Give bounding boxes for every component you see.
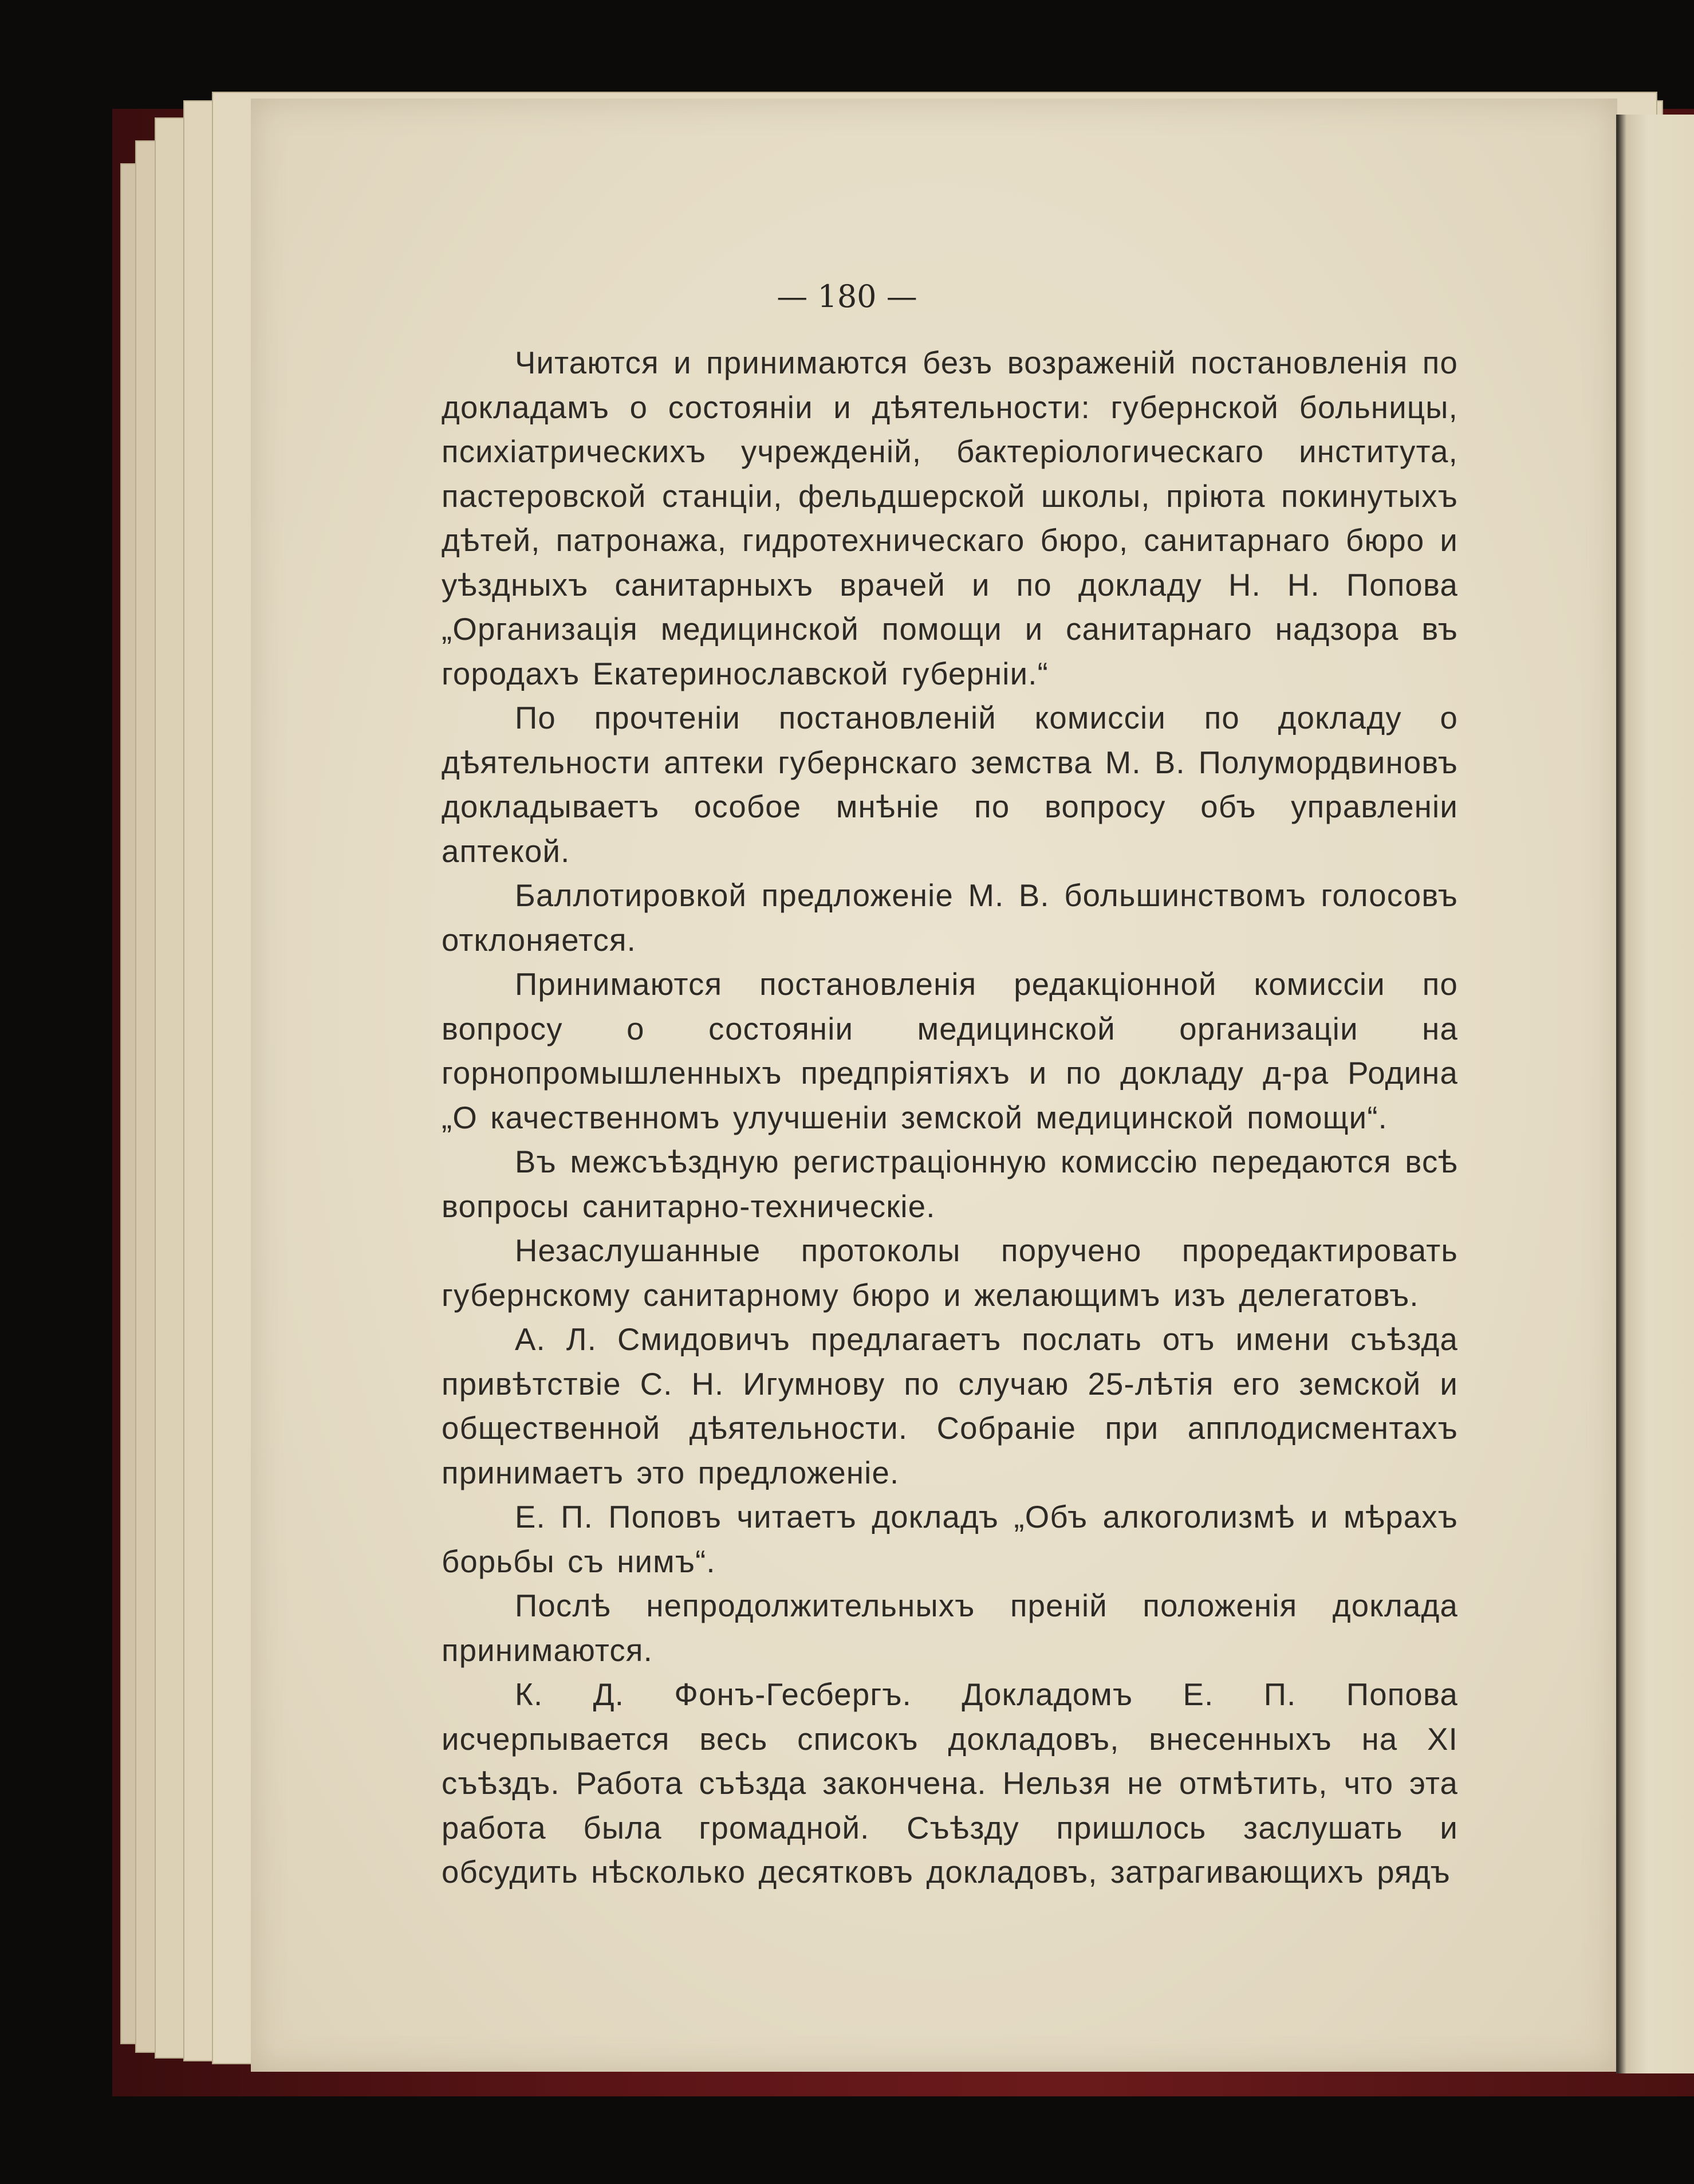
paragraph: Читаются и принимаются безъ возраженій постановленія по докладамъ о состояніи и дѣятельности: губернской больницы, психіатрическихъ учрежденій, бактеріологическаго института, пастеровской станціи, фельдшерской школы, пріюта покинутыхъ дѣтей, патронажа, гидротехническаго бюро, санитарнаго бюро и уѣздныхъ санитарныхъ врачей и по докладу Н. Н. Попова „Организація медицинской помощи и санитарнаго надзора въ городахъ Екатеринославской губерніи.“ <box>442 345 1458 691</box>
page-body <box>442 341 1458 1895</box>
paragraph: К. Д. Фонъ-Гесбергъ. Докладомъ Е. П. Попова исчерпывается весь списокъ докладовъ, внесенныхъ на XI съѣздъ. Работа съѣзда закончена. Нельзя не отмѣтить, что эта работа была громадной. Съѣзду пришлось заслушать и обсудить нѣсколько десятковъ докладовъ, затрагивающихъ рядъ <box>442 1677 1458 1890</box>
paragraph: Принимаются постановленія редакціонной комиссіи по вопросу о состояніи медицинской организаціи на горнопромышленныхъ предпріятіяхъ и по докладу д-ра Родина „О качественномъ улучшеніи земской медицинской помощи“. <box>442 967 1458 1135</box>
paragraph: Послѣ непродолжительныхъ преній положенія доклада принимаются. <box>442 1588 1458 1668</box>
paragraph: Баллотировкой предложеніе М. В. большинствомъ голосовъ отклоняется. <box>442 878 1458 958</box>
paragraph: А. Л. Смидовичъ предлагаетъ послать отъ имени съѣзда привѣтствіе С. Н. Игумнову по случаю 25-лѣтія его земской и общественной дѣятельности. Собраніе при апплодисментахъ принимаетъ это предложеніе. <box>442 1322 1458 1490</box>
paragraph: По прочтеніи постановленій комиссіи по докладу о дѣятельности аптеки губернскаго земства М. В. Полумордвиновъ докладываетъ особое мнѣніе по вопросу объ управленіи аптекой. <box>442 701 1458 869</box>
book-gutter <box>1616 115 1618 2073</box>
paragraph: Незаслушанные протоколы поручено проредактировать губернскому санитарному бюро и желающимъ изъ делегатовъ. <box>442 1233 1458 1313</box>
paragraph: Въ межсъѣздную регистраціонную комиссію передаются всѣ вопросы санитарно-техническіе. <box>442 1144 1458 1224</box>
page-number: — 180 — <box>777 278 917 314</box>
paragraph: Е. П. Поповъ читаетъ докладъ „Объ алкоголизмѣ и мѣрахъ борьбы съ нимъ“. <box>442 1500 1458 1579</box>
facing-page <box>1617 115 1694 2073</box>
